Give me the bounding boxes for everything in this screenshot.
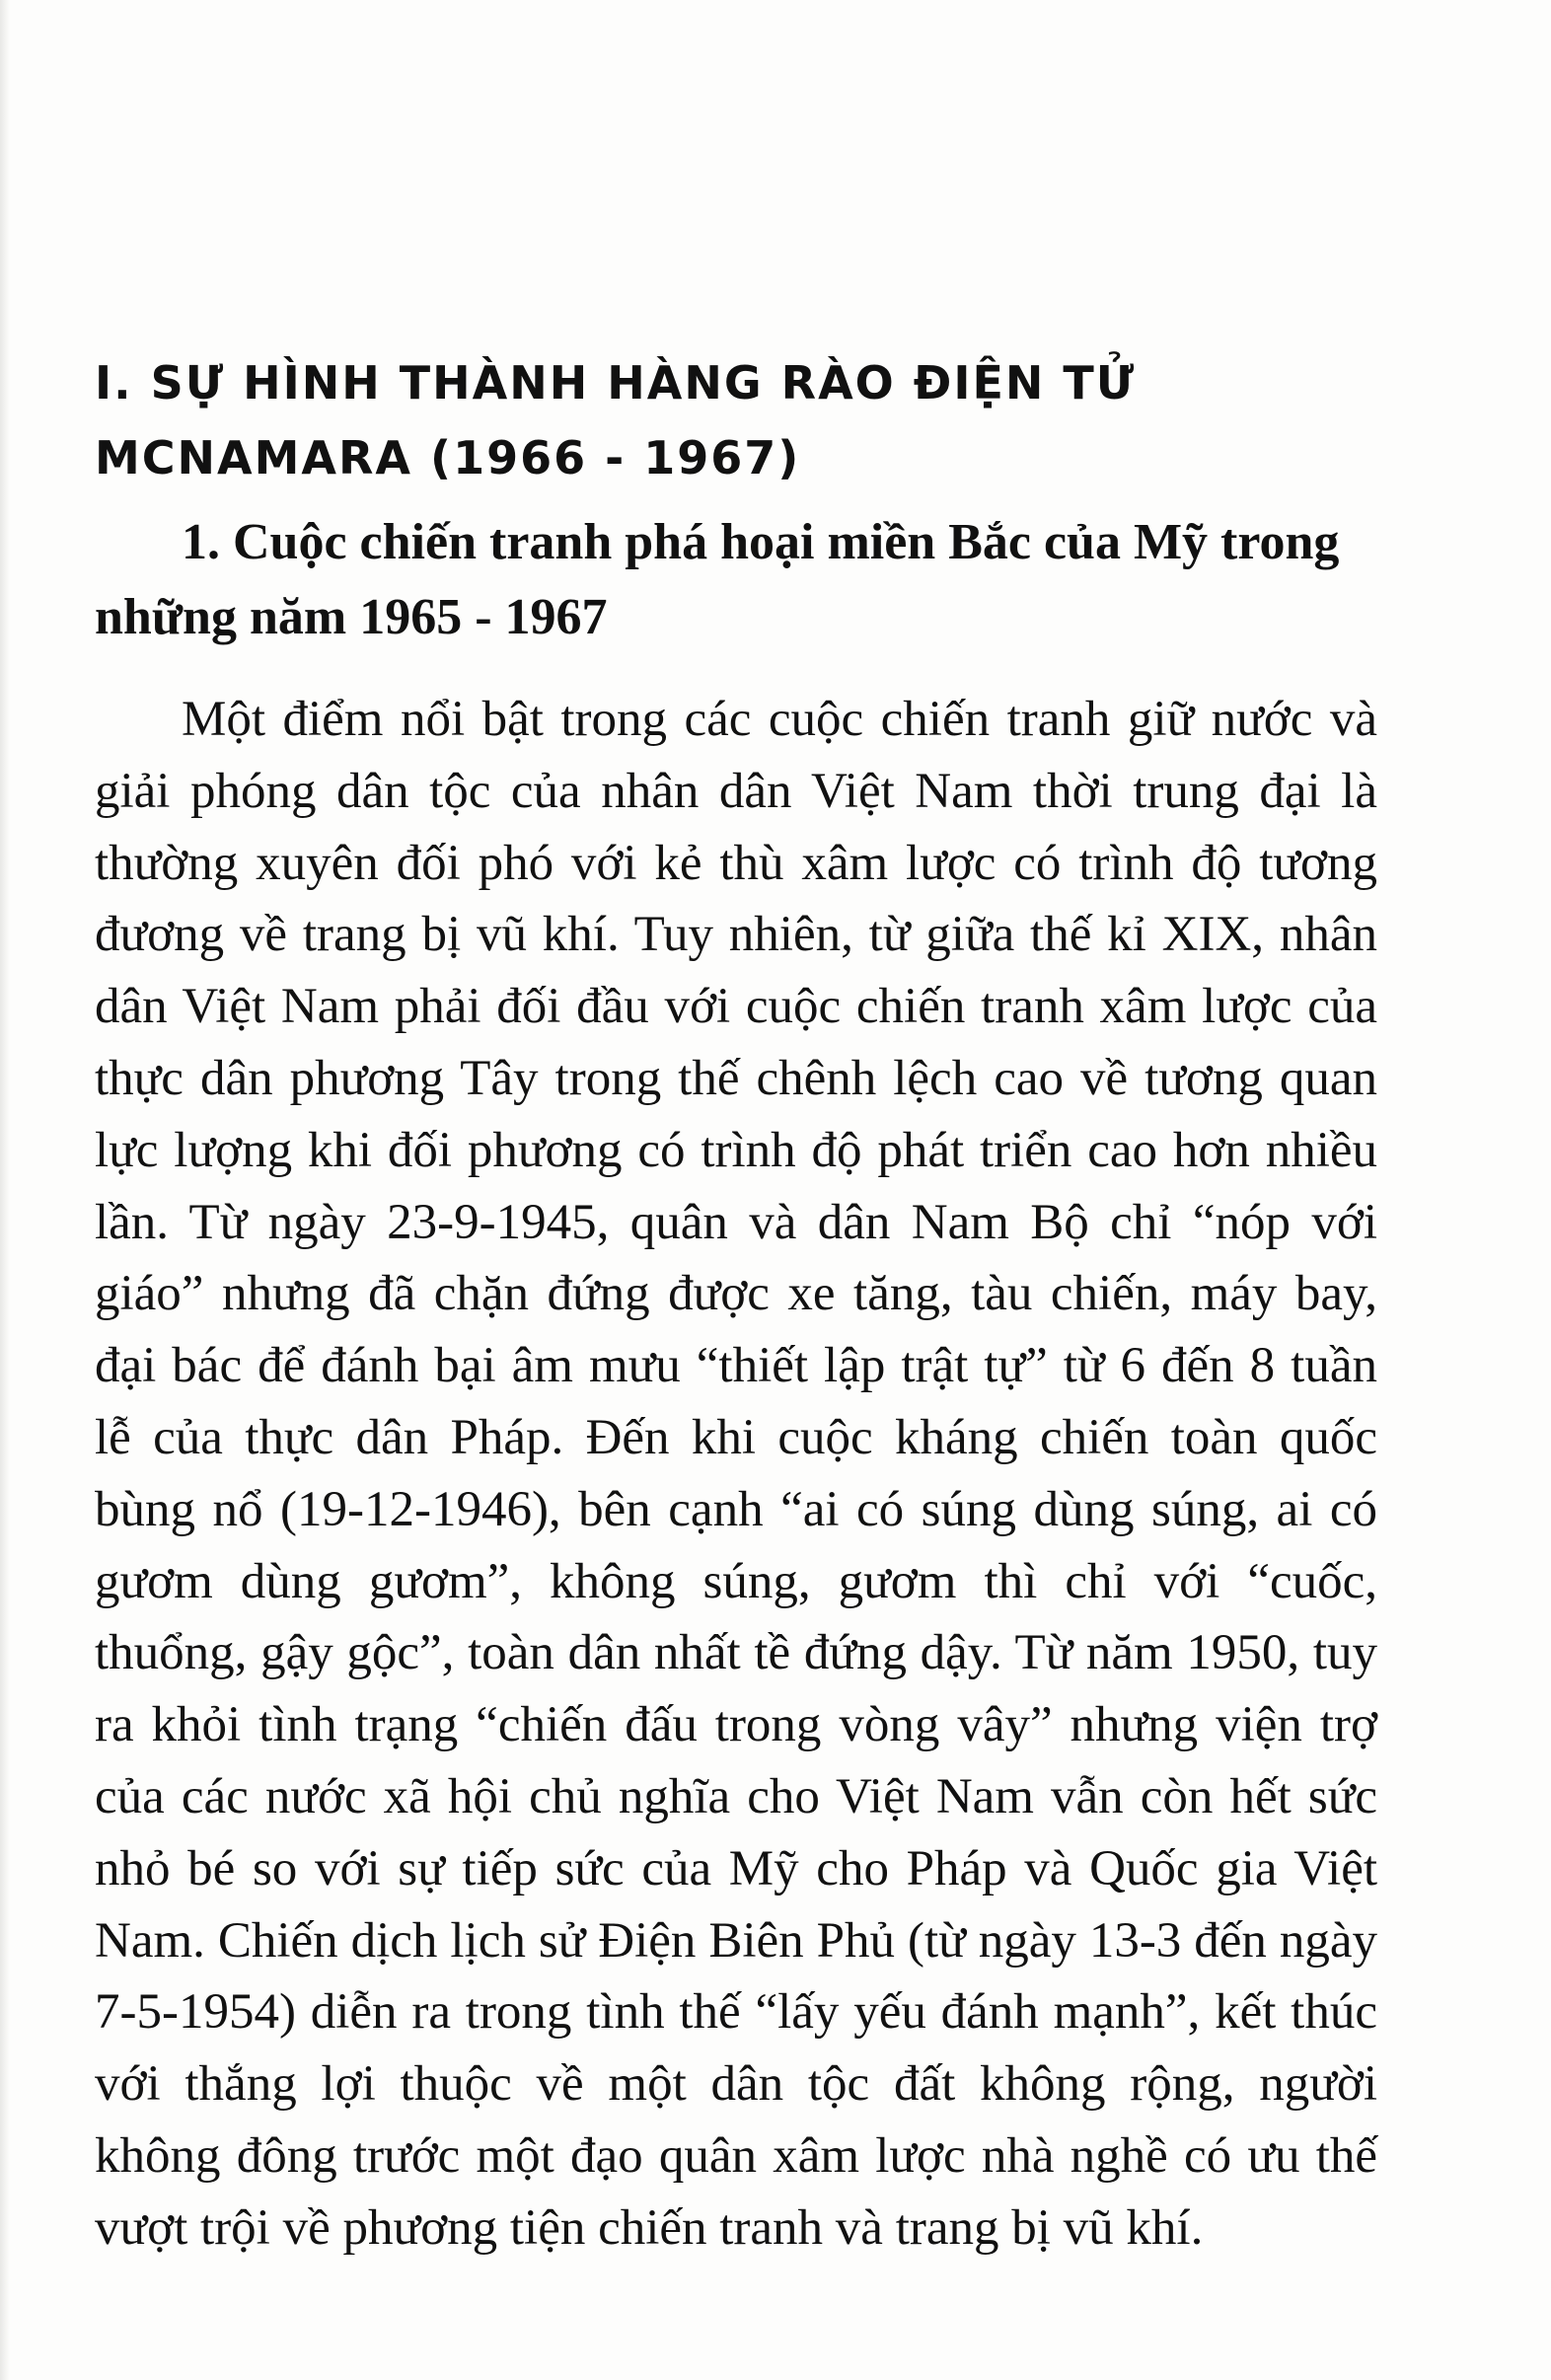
body-paragraph: Một điểm nổi bật trong các cuộc chiến tranh giữ nước và giải phóng dân tộc của nhân dân Việt Nam thời trung đại là thường xuyên đối phó với kẻ thù xâm lược có trình độ tương đương về trang bị vũ khí. Tuy nhiên, từ giữa thế kỉ XIX, nhân dân Việt Nam phải đối đầu với cuộc chiến tranh xâm lược của thực dân phương Tây trong thế chênh lệch cao về tương quan lực lượng khi đối phương có trình độ phát triển cao hơn nhiều lần. Từ ngày 23-9-1945, quân và dân Nam Bộ chỉ “nóp với giáo” nhưng đã chặn đứng được xe tăng, tàu chiến, máy bay, đại bác để đánh bại âm mưu “thiết lập trật tự” từ 6 đến 8 tuần lễ của thực dân Pháp. Đến khi cuộc kháng chiến toàn quốc bùng nổ (19-12-1946), bên cạnh “ai có súng dùng súng, ai có gươm dùng gươm”, không súng, gươm thì chỉ với “cuốc, thuổng, gậy gộc”, toàn dân nhất tề đứng dậy. Từ năm 1950, tuy ra khỏi tình trạng “chiến đấu trong vòng vây” nhưng viện trợ của các nước xã hội chủ nghĩa cho Việt Nam vẫn còn hết sức nhỏ bé so với sự tiếp sức của Mỹ cho Pháp và Quốc gia Việt Nam. Chiến dịch lịch sử Điện Biên Phủ (từ ngày 13-3 đến ngày 7-5-1954) diễn ra trong tình thế “lấy yếu đánh mạnh”, kết thúc với thắng lợi thuộc về một dân tộc đất không rộng, người không đông trước một đạo quân xâm lược nhà nghề có ưu thế vượt trội về phương tiện chiến tranh và trang bị vũ khí. (95, 692, 1377, 2256)
subsection-heading: 1. Cuộc chiến tranh phá hoại miền Bắc của Mỹ trong những năm 1965 - 1967 (95, 514, 1340, 645)
section-heading: I. SỰ HÌNH THÀNH HÀNG RÀO ĐIỆN TỬ MCNAMARA (1966 - 1967) (95, 356, 1137, 484)
page-binding-edge (0, 0, 10, 2380)
